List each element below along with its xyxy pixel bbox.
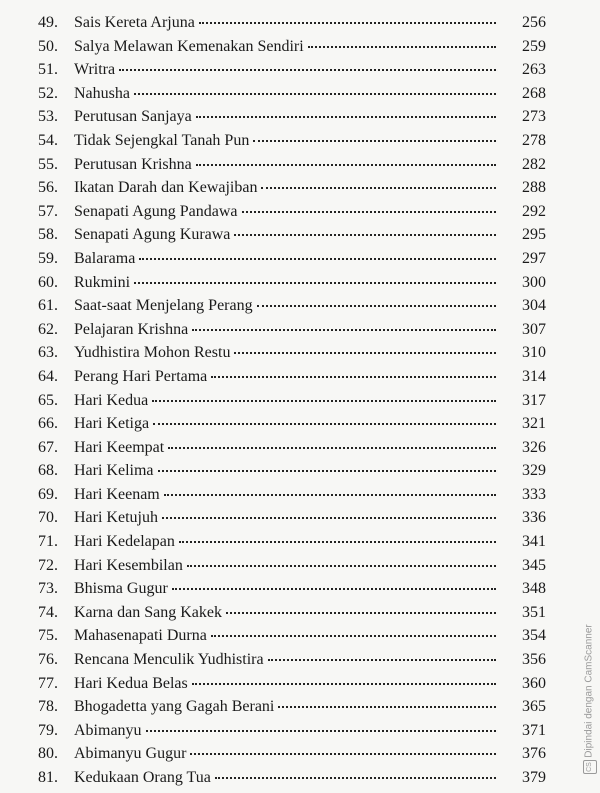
- dot-leader: [172, 588, 496, 590]
- chapter-number: 63.: [38, 344, 58, 362]
- dot-leader: [190, 753, 496, 755]
- page-number: 348: [522, 580, 546, 598]
- chapter-title: Hari Ketiga: [74, 415, 150, 433]
- page-number: 292: [522, 202, 546, 220]
- chapter-number: 71.: [38, 533, 58, 551]
- page-number: 288: [522, 179, 546, 197]
- chapter-number: 66.: [38, 415, 58, 433]
- chapter-number: 79.: [38, 721, 58, 739]
- page-number: 307: [522, 320, 546, 338]
- dot-leader: [234, 234, 496, 236]
- toc-entry: [38, 274, 546, 298]
- dot-leader: [152, 400, 496, 402]
- dot-leader: [234, 352, 496, 354]
- toc-entry: [38, 675, 546, 699]
- dot-leader: [168, 447, 496, 449]
- dot-leader: [187, 565, 496, 567]
- page-number: 295: [522, 226, 546, 244]
- toc-entry: [38, 250, 546, 274]
- dot-leader: [268, 659, 496, 661]
- toc-entry: [38, 226, 546, 250]
- page-number: 282: [522, 155, 546, 173]
- toc-entry: [38, 486, 546, 510]
- chapter-title: Pelajaran Krishna: [74, 320, 189, 338]
- watermark-text: Dipindai dengan CamScanner: [583, 623, 595, 758]
- toc-entry: [38, 580, 546, 604]
- camscanner-logo-icon: CS: [583, 760, 597, 774]
- chapter-number: 49.: [38, 14, 58, 31]
- page-number: 317: [522, 391, 546, 409]
- chapter-title: Yudhistira Mohon Restu: [74, 344, 231, 362]
- page-number: 278: [522, 131, 546, 149]
- chapter-number: 72.: [38, 556, 58, 574]
- toc-entry: [38, 651, 546, 675]
- toc-entry: [38, 179, 546, 203]
- chapter-number: 78.: [38, 698, 58, 716]
- page-number: 356: [522, 651, 546, 669]
- dot-leader: [261, 187, 496, 189]
- chapter-number: 51.: [38, 61, 58, 79]
- page-number: 345: [522, 556, 546, 574]
- toc-entry: [38, 156, 546, 180]
- chapter-title: Hari Kedua: [74, 391, 149, 409]
- page-number: 379: [522, 769, 546, 786]
- page-number: 354: [522, 627, 546, 645]
- page-number: 259: [522, 37, 546, 55]
- page-number: 365: [522, 698, 546, 716]
- camscanner-watermark: [580, 598, 598, 783]
- dot-leader: [146, 730, 496, 732]
- dot-leader: [199, 22, 496, 24]
- dot-leader: [192, 329, 496, 331]
- dot-leader: [134, 93, 496, 95]
- chapter-title: Rukmini: [74, 273, 131, 291]
- toc-entry: [38, 722, 546, 746]
- page-number: 326: [522, 438, 546, 456]
- dot-leader: [196, 164, 496, 166]
- chapter-number: 57.: [38, 202, 58, 220]
- page-number: 256: [522, 14, 546, 31]
- chapter-number: 75.: [38, 627, 58, 645]
- chapter-number: 68.: [38, 462, 58, 480]
- chapter-title: Tidak Sejengkal Tanah Pun: [74, 131, 250, 149]
- chapter-number: 58.: [38, 226, 58, 244]
- chapter-number: 76.: [38, 651, 58, 669]
- page-number: 371: [522, 721, 546, 739]
- chapter-title: Bhogadetta yang Gagah Berani: [74, 698, 275, 716]
- page-number: 310: [522, 344, 546, 362]
- toc-entry: [38, 769, 546, 793]
- chapter-title: Senapati Agung Kurawa: [74, 226, 231, 244]
- chapter-title: Abimanyu Gugur: [74, 745, 187, 763]
- page-number: 351: [522, 603, 546, 621]
- dot-leader: [139, 258, 496, 260]
- toc-entry: [38, 368, 546, 392]
- dot-leader: [153, 423, 496, 425]
- dot-leader: [211, 635, 496, 637]
- page-number: 376: [522, 745, 546, 763]
- chapter-title: Sais Kereta Arjuna: [74, 14, 195, 31]
- dot-leader: [215, 777, 496, 779]
- chapter-title: Perang Hari Pertama: [74, 367, 208, 385]
- chapter-number: 52.: [38, 84, 58, 102]
- chapter-title: Hari Keempat: [74, 438, 165, 456]
- page-number: 297: [522, 249, 546, 267]
- toc-entry: [38, 392, 546, 416]
- chapter-number: 60.: [38, 273, 58, 291]
- chapter-title: Ikatan Darah dan Kewajiban: [74, 179, 258, 197]
- chapter-title: Mahasenapati Durna: [74, 627, 207, 645]
- dot-leader: [134, 282, 496, 284]
- toc-entry: [38, 462, 546, 486]
- toc-entry: [38, 321, 546, 345]
- chapter-title: Perutusan Sanjaya: [74, 108, 192, 126]
- page-number: 304: [522, 297, 546, 315]
- dot-leader: [162, 517, 496, 519]
- chapter-number: 55.: [38, 155, 58, 173]
- toc-entry: [38, 203, 546, 227]
- dot-leader: [308, 46, 496, 48]
- page-number: 268: [522, 84, 546, 102]
- dot-leader: [179, 541, 496, 543]
- chapter-title: Saat-saat Menjelang Perang: [74, 297, 253, 315]
- chapter-number: 80.: [38, 745, 58, 763]
- toc-entry: [38, 557, 546, 581]
- dot-leader: [211, 376, 496, 378]
- dot-leader: [242, 211, 496, 213]
- chapter-title: Hari Kesembilan: [74, 556, 183, 574]
- chapter-number: 59.: [38, 249, 58, 267]
- page-number: 341: [522, 533, 546, 551]
- dot-leader: [164, 494, 496, 496]
- page-number: 336: [522, 509, 546, 527]
- dot-leader: [158, 470, 496, 472]
- chapter-title: Bhisma Gugur: [74, 580, 168, 598]
- chapter-number: 67.: [38, 438, 58, 456]
- chapter-title: Writra: [74, 61, 116, 79]
- chapter-number: 69.: [38, 485, 58, 503]
- chapter-number: 81.: [38, 769, 58, 786]
- page-number: 314: [522, 367, 546, 385]
- toc-entry: [38, 132, 546, 156]
- toc-entry: [38, 415, 546, 439]
- chapter-title: Hari Kedua Belas: [74, 674, 188, 692]
- chapter-number: 65.: [38, 391, 58, 409]
- toc-entry: [38, 627, 546, 651]
- dot-leader: [192, 683, 496, 685]
- page-number: 321: [522, 415, 546, 433]
- dot-leader: [253, 140, 496, 142]
- chapter-number: 77.: [38, 674, 58, 692]
- toc-entry: [38, 108, 546, 132]
- toc-entry: [38, 509, 546, 533]
- page-number: 300: [522, 273, 546, 291]
- chapter-title: Hari Ketujuh: [74, 509, 158, 527]
- chapter-number: 56.: [38, 179, 58, 197]
- toc-entry: [38, 344, 546, 368]
- toc-entry: [38, 85, 546, 109]
- chapter-number: 61.: [38, 297, 58, 315]
- toc-entry: [38, 297, 546, 321]
- chapter-title: Perutusan Krishna: [74, 155, 192, 173]
- toc-entry: [38, 38, 546, 62]
- chapter-title: Karna dan Sang Kakek: [74, 603, 222, 621]
- chapter-title: Hari Kelima: [74, 462, 154, 480]
- chapter-number: 53.: [38, 108, 58, 126]
- chapter-title: Hari Keenam: [74, 485, 160, 503]
- chapter-title: Kedukaan Orang Tua: [74, 769, 211, 786]
- chapter-number: 73.: [38, 580, 58, 598]
- chapter-number: 50.: [38, 37, 58, 55]
- dot-leader: [226, 612, 496, 614]
- chapter-title: Hari Kedelapan: [74, 533, 175, 551]
- chapter-title: Salya Melawan Kemenakan Sendiri: [74, 37, 304, 55]
- chapter-number: 70.: [38, 509, 58, 527]
- toc-entry: [38, 698, 546, 722]
- dot-leader: [278, 706, 496, 708]
- toc-entry: [38, 745, 546, 769]
- chapter-title: Senapati Agung Pandawa: [74, 202, 238, 220]
- toc-entry: [38, 533, 546, 557]
- toc-entry: [38, 14, 546, 38]
- page-number: 333: [522, 485, 546, 503]
- toc-entry: [38, 61, 546, 85]
- page-number: 273: [522, 108, 546, 126]
- page-number: 360: [522, 674, 546, 692]
- toc-entry: [38, 439, 546, 463]
- chapter-title: Rencana Menculik Yudhistira: [74, 651, 264, 669]
- dot-leader: [119, 69, 496, 71]
- chapter-number: 62.: [38, 320, 58, 338]
- chapter-number: 74.: [38, 603, 58, 621]
- chapter-title: Balarama: [74, 249, 136, 267]
- chapter-title: Nahusha: [74, 84, 130, 102]
- page-number: 263: [522, 61, 546, 79]
- dot-leader: [257, 305, 496, 307]
- toc-entry: [38, 604, 546, 628]
- dot-leader: [196, 116, 496, 118]
- table-of-contents: [38, 14, 546, 793]
- chapter-number: 54.: [38, 131, 58, 149]
- chapter-number: 64.: [38, 367, 58, 385]
- page-number: 329: [522, 462, 546, 480]
- chapter-title: Abimanyu: [74, 721, 142, 739]
